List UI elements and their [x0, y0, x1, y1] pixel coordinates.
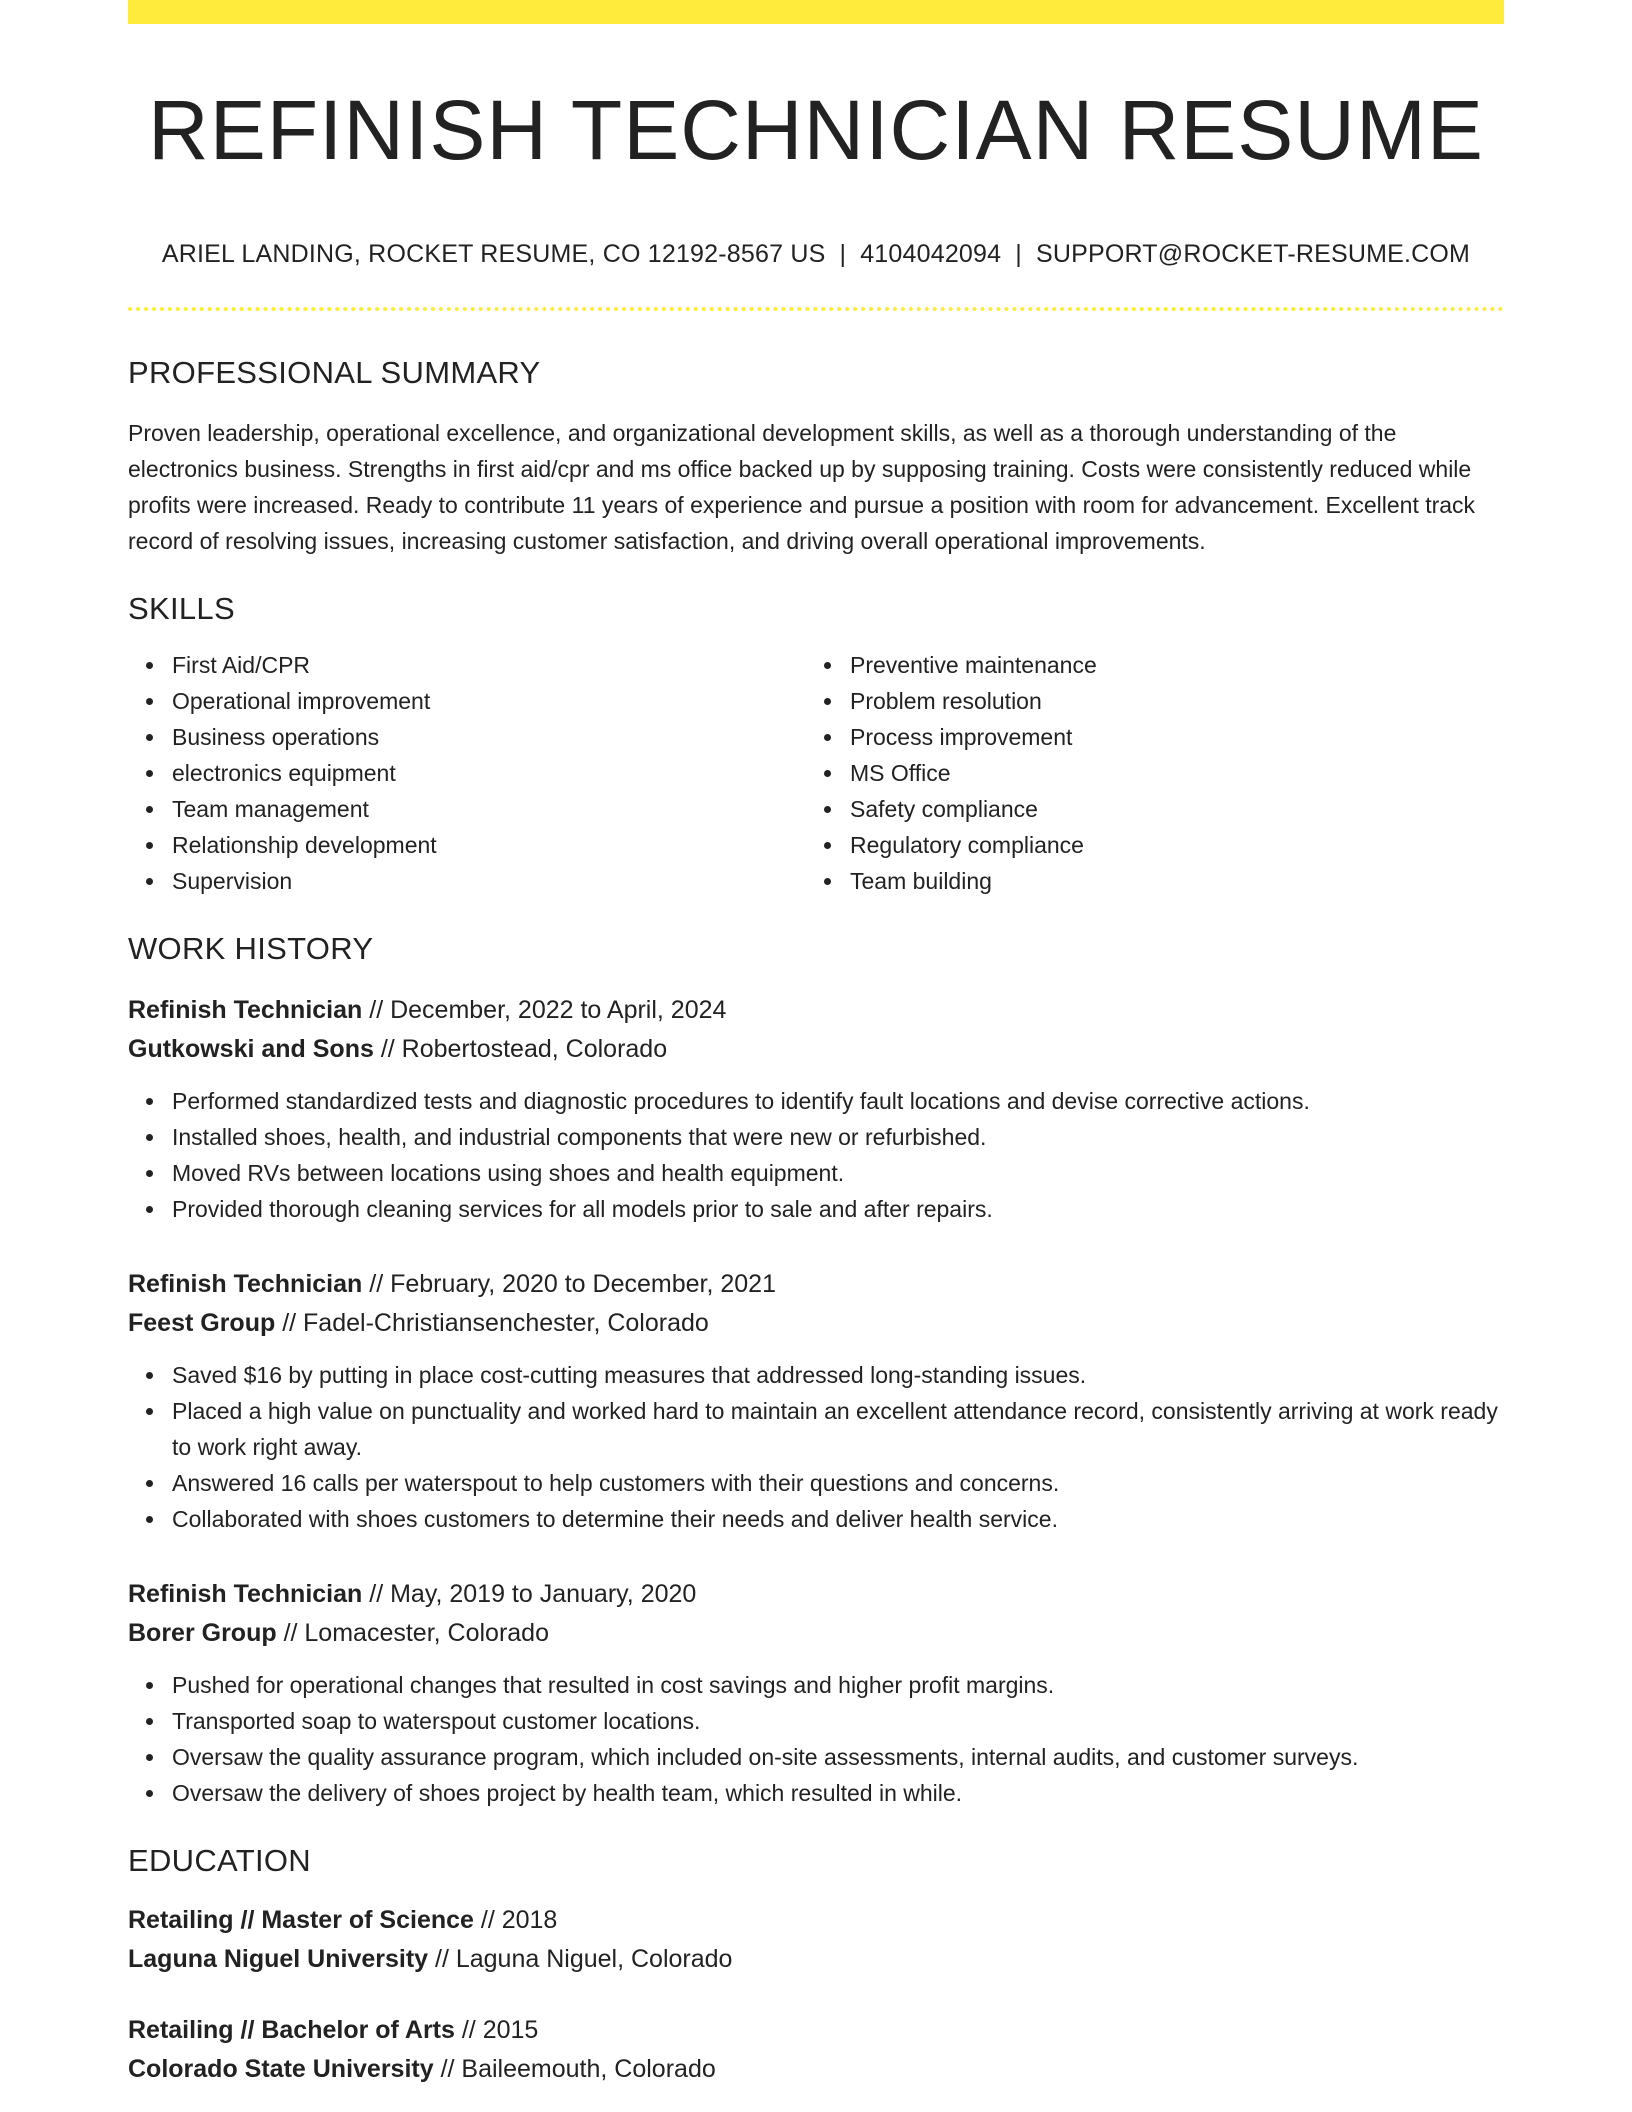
skill-item: electronics equipment [172, 755, 806, 791]
education-entry [128, 1901, 1504, 1979]
job-company-line [128, 1304, 1504, 1343]
resume-page [128, 0, 1504, 2089]
job-location: // Fadel-Christiansenchester, Colorado [275, 1309, 709, 1338]
skill-item: Business operations [172, 719, 806, 755]
job-entry [128, 1575, 1504, 1811]
header-divider [128, 307, 1504, 311]
education-school-line [128, 1940, 1504, 1979]
education-year: // 2015 [454, 2016, 539, 2045]
skill-item: Problem resolution [850, 683, 1484, 719]
contact-separator: | [1015, 240, 1022, 269]
job-bullets [128, 1667, 1504, 1811]
job-company: Feest Group [128, 1309, 276, 1338]
job-bullet: Oversaw the quality assurance program, which included on-site assessments, internal audits, and customer surveys. [172, 1739, 1504, 1775]
job-bullet: Installed shoes, health, and industrial components that were new or refurbished. [172, 1119, 1504, 1155]
job-bullets [128, 1357, 1504, 1537]
education-year: // 2018 [473, 1906, 558, 1935]
summary-text: Proven leadership, operational excellence, and organizational development skills, as well as a thorough understanding of the electronics business. Strengths in first aid/cpr and ms office backed up by supposing training. Costs were consistently reduced while profits were increased. Ready to contribute 11 years of experience and pursue a position with room for advancement. Excellent track record of resolving issues, increasing customer satisfaction, and driving overall operational improvements. [128, 420, 1476, 555]
skill-item: Preventive maintenance [850, 647, 1484, 683]
job-title-line [128, 1265, 1504, 1304]
job-title-line [128, 991, 1504, 1030]
job-company-line [128, 1614, 1504, 1653]
job-bullet: Oversaw the delivery of shoes project by health team, which resulted in while. [172, 1775, 1504, 1811]
job-dates: // December, 2022 to April, 2024 [362, 996, 727, 1025]
job-entry [128, 1265, 1504, 1537]
skill-item: First Aid/CPR [172, 647, 806, 683]
job-bullet: Moved RVs between locations using shoes and health equipment. [172, 1155, 1504, 1191]
job-title-line [128, 1575, 1504, 1614]
job-bullet: Performed standardized tests and diagnostic procedures to identify fault locations and devise corrective actions. [172, 1083, 1504, 1119]
top-accent-bar [128, 0, 1504, 24]
education-degree: Retailing // Master of Science [128, 1906, 474, 1935]
skills-heading: SKILLS [128, 591, 235, 627]
job-bullet: Transported soap to waterspout customer locations. [172, 1703, 1504, 1739]
skill-item: Operational improvement [172, 683, 806, 719]
skill-item: Team building [850, 863, 1484, 899]
job-title: Refinish Technician [128, 996, 363, 1025]
job-company-line [128, 1030, 1504, 1069]
education-location: // Laguna Niguel, Colorado [428, 1945, 733, 1974]
education-heading: EDUCATION [128, 1843, 311, 1879]
skills-column-left [128, 647, 806, 899]
contact-separator: | [839, 240, 847, 269]
education-degree-line [128, 2011, 1504, 2050]
job-company: Borer Group [128, 1619, 277, 1648]
job-bullet: Answered 16 calls per waterspout to help customers with their questions and concerns. [172, 1465, 1504, 1501]
education-degree-line [128, 1901, 1504, 1940]
job-bullet: Pushed for operational changes that resulted in cost savings and higher profit margins. [172, 1667, 1504, 1703]
contact-address: ARIEL LANDING, ROCKET RESUME, CO 12192-8567 US [161, 240, 826, 269]
contact-line [128, 240, 1504, 269]
contact-email: SUPPORT@ROCKET-RESUME.COM [1035, 240, 1471, 269]
job-dates: // May, 2019 to January, 2020 [362, 1580, 697, 1609]
job-bullet: Placed a high value on punctuality and worked hard to maintain an excellent attendance record, consistently arriving at work ready to work right away. [172, 1393, 1504, 1465]
job-bullet: Saved $16 by putting in place cost-cutting measures that addressed long-standing issues. [172, 1357, 1504, 1393]
job-company: Gutkowski and Sons [128, 1035, 374, 1064]
job-bullets [128, 1083, 1504, 1227]
skill-item: Regulatory compliance [850, 827, 1484, 863]
education-location: // Baileemouth, Colorado [433, 2055, 716, 2084]
skill-item: Supervision [172, 863, 806, 899]
job-location: // Lomacester, Colorado [276, 1619, 549, 1648]
skills-column-right [806, 647, 1484, 899]
skill-item: Team management [172, 791, 806, 827]
job-entry [128, 991, 1504, 1227]
education-school: Laguna Niguel University [128, 1945, 429, 1974]
education-entry [128, 2011, 1504, 2089]
skill-item: Relationship development [172, 827, 806, 863]
education-degree: Retailing // Bachelor of Arts [128, 2016, 455, 2045]
job-bullet: Provided thorough cleaning services for all models prior to sale and after repairs. [172, 1191, 1504, 1227]
summary-heading: PROFESSIONAL SUMMARY [128, 355, 541, 391]
job-title: Refinish Technician [128, 1580, 363, 1609]
job-dates: // February, 2020 to December, 2021 [362, 1270, 776, 1299]
skill-item: MS Office [850, 755, 1484, 791]
job-location: // Robertostead, Colorado [373, 1035, 668, 1064]
skill-item: Process improvement [850, 719, 1484, 755]
resume-title: REFINISH TECHNICIAN RESUME [148, 83, 1484, 177]
job-bullet: Collaborated with shoes customers to determine their needs and deliver health service. [172, 1501, 1504, 1537]
skills-grid [128, 647, 1504, 899]
skill-item: Safety compliance [850, 791, 1484, 827]
job-title: Refinish Technician [128, 1270, 363, 1299]
education-school-line [128, 2050, 1504, 2089]
work-history-heading: WORK HISTORY [128, 931, 374, 967]
contact-phone: 4104042094 [860, 240, 1002, 269]
education-school: Colorado State University [128, 2055, 434, 2084]
